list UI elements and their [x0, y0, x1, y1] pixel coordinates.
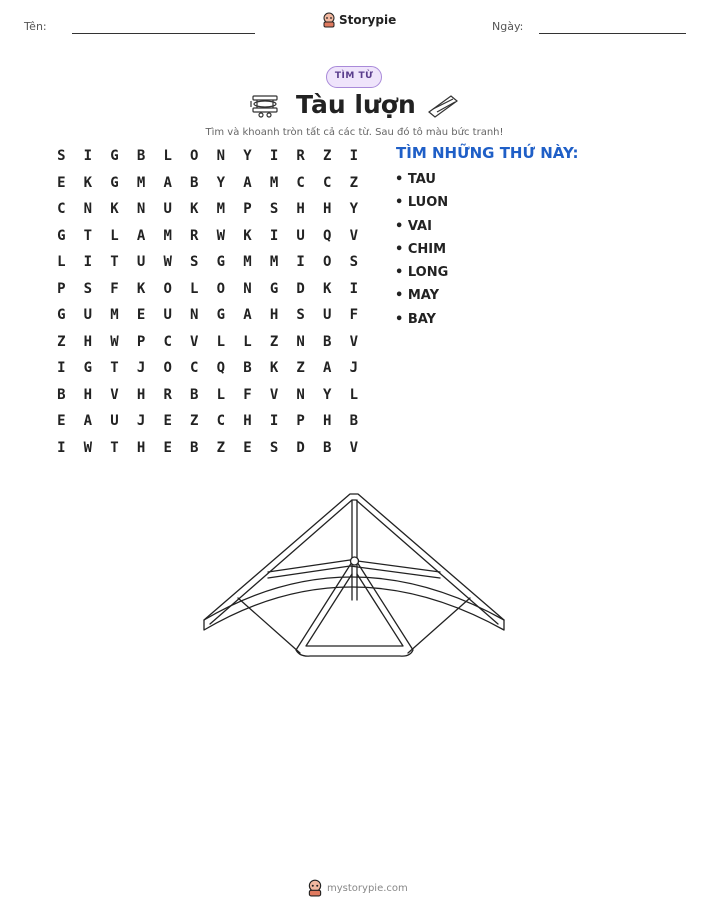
grid-cell[interactable]: J	[136, 413, 146, 429]
grid-row	[48, 332, 367, 359]
grid-cell[interactable]: Z	[269, 333, 279, 350]
grid-cell[interactable]: O	[216, 280, 226, 297]
grid-cell[interactable]: I	[83, 254, 93, 270]
grid-cell[interactable]: Z	[216, 439, 226, 456]
grid-cell[interactable]: I	[296, 254, 305, 270]
grid-cell[interactable]: S	[57, 148, 66, 164]
grid-cell[interactable]: S	[83, 280, 93, 297]
grid-cell[interactable]: I	[269, 148, 279, 164]
grid-cell[interactable]: U	[110, 413, 119, 429]
word-list-title: TÌM NHỮNG THỨ NÀY:	[396, 144, 579, 162]
grid-row	[48, 252, 367, 279]
grid-cell[interactable]: P	[57, 280, 66, 297]
grid-cell[interactable]: V	[349, 439, 359, 456]
grid-cell[interactable]: L	[110, 227, 119, 244]
grid-cell[interactable]: K	[269, 360, 279, 376]
grid-cell[interactable]: C	[296, 174, 305, 191]
glider-model-icon	[426, 92, 460, 120]
grid-cell[interactable]: M	[163, 227, 172, 244]
grid-cell[interactable]: K	[243, 227, 252, 244]
storypie-logo-icon	[307, 879, 323, 897]
worksheet-type-badge: TÌM TỪ	[326, 66, 382, 88]
grid-cell[interactable]: K	[110, 201, 119, 217]
grid-row	[48, 411, 367, 438]
grid-cell[interactable]: O	[323, 254, 332, 270]
grid-cell[interactable]: R	[296, 148, 305, 164]
grid-cell[interactable]: W	[216, 227, 226, 244]
grid-cell[interactable]: I	[57, 360, 66, 376]
grid-row	[48, 385, 367, 412]
grid-cell[interactable]: B	[190, 439, 199, 456]
grid-cell[interactable]: C	[57, 201, 66, 217]
grid-cell[interactable]: L	[216, 333, 226, 350]
instructions: Tìm và khoanh tròn tất cả các từ. Sau đó tô màu bức tranh!	[205, 127, 504, 138]
grid-cell[interactable]: N	[190, 307, 199, 323]
grid-cell[interactable]: H	[269, 307, 279, 323]
grid-cell[interactable]: M	[269, 254, 279, 270]
grid-cell[interactable]: V	[349, 227, 359, 244]
grid-cell[interactable]: B	[323, 333, 332, 350]
grid-cell[interactable]: U	[296, 227, 305, 244]
grid-cell[interactable]: N	[296, 386, 305, 403]
grid-cell[interactable]: P	[136, 333, 146, 350]
word-list-item: • VAI	[395, 218, 432, 234]
grid-cell[interactable]: T	[83, 227, 93, 244]
grid-cell[interactable]: S	[296, 307, 305, 323]
grid-cell[interactable]: Q	[216, 360, 226, 376]
date-line	[539, 33, 686, 34]
grid-cell[interactable]: R	[163, 386, 172, 403]
grid-cell[interactable]: G	[216, 307, 226, 323]
grid-cell[interactable]: H	[323, 201, 332, 217]
name-line	[72, 33, 255, 34]
grid-cell[interactable]: F	[349, 307, 359, 323]
biplane-icon	[248, 93, 282, 119]
grid-cell[interactable]: Y	[243, 148, 252, 164]
grid-cell[interactable]: H	[83, 386, 93, 403]
grid-cell[interactable]: T	[110, 360, 119, 376]
word-list-item: • BAY	[395, 311, 436, 327]
grid-cell[interactable]: B	[57, 386, 66, 403]
grid-cell[interactable]: N	[243, 280, 252, 297]
grid-cell[interactable]: B	[243, 360, 252, 376]
grid-cell[interactable]: K	[323, 280, 332, 297]
grid-cell[interactable]: I	[57, 439, 66, 456]
grid-cell[interactable]: O	[190, 148, 199, 164]
grid-cell[interactable]: V	[190, 333, 199, 350]
brand-name: Storypie	[339, 13, 397, 27]
grid-cell[interactable]: E	[136, 307, 146, 323]
grid-cell[interactable]: H	[136, 386, 146, 403]
footer	[307, 879, 408, 897]
grid-cell[interactable]: S	[190, 254, 199, 270]
grid-cell[interactable]: J	[349, 360, 359, 376]
grid-cell[interactable]: D	[296, 280, 305, 297]
grid-cell[interactable]: W	[110, 333, 119, 350]
grid-cell[interactable]: F	[243, 386, 252, 403]
grid-cell[interactable]: L	[216, 386, 226, 403]
grid-cell[interactable]: T	[110, 439, 119, 456]
grid-cell[interactable]: U	[136, 254, 146, 270]
page-title: Tàu lượn	[296, 90, 416, 119]
grid-cell[interactable]: A	[136, 227, 146, 244]
grid-cell[interactable]: H	[83, 333, 93, 350]
grid-cell[interactable]: O	[163, 280, 172, 297]
grid-cell[interactable]: G	[57, 307, 66, 323]
grid-cell[interactable]: M	[110, 307, 119, 323]
grid-cell[interactable]: U	[83, 307, 93, 323]
grid-cell[interactable]: L	[57, 254, 66, 270]
grid-cell[interactable]: A	[323, 360, 332, 376]
grid-cell[interactable]: Z	[190, 413, 199, 429]
grid-cell[interactable]: E	[243, 439, 252, 456]
grid-row	[48, 226, 367, 253]
grid-cell[interactable]: M	[269, 174, 279, 191]
grid-cell[interactable]: M	[136, 174, 146, 191]
word-list-item: • TAU	[395, 172, 436, 187]
grid-cell[interactable]: G	[269, 280, 279, 297]
grid-cell[interactable]: N	[216, 148, 226, 164]
grid-cell[interactable]: C	[190, 360, 199, 376]
grid-cell[interactable]: W	[163, 254, 172, 270]
grid-cell[interactable]: Y	[216, 174, 226, 191]
hang-glider-icon	[200, 490, 510, 665]
grid-cell[interactable]: Y	[323, 386, 332, 403]
grid-cell[interactable]: Z	[296, 360, 305, 376]
grid-cell[interactable]: W	[83, 439, 93, 456]
grid-cell[interactable]: C	[216, 413, 226, 429]
grid-cell[interactable]: H	[323, 413, 332, 429]
grid-cell[interactable]: V	[269, 386, 279, 403]
grid-cell[interactable]: G	[216, 254, 226, 270]
word-list-item: • LUON	[395, 195, 449, 211]
grid-cell[interactable]: L	[349, 386, 359, 403]
grid-cell[interactable]: Z	[323, 148, 332, 164]
grid-cell[interactable]: N	[296, 333, 305, 350]
grid-cell[interactable]: B	[190, 174, 199, 191]
grid-cell[interactable]: B	[190, 386, 199, 403]
grid-cell[interactable]: K	[136, 280, 146, 297]
grid-cell[interactable]: I	[83, 148, 93, 164]
grid-cell[interactable]: G	[110, 148, 119, 164]
grid-cell[interactable]: M	[243, 254, 252, 270]
grid-cell[interactable]: A	[243, 307, 252, 323]
grid-cell[interactable]: S	[269, 439, 279, 456]
date-label: Ngày:	[492, 20, 524, 33]
grid-cell[interactable]: K	[190, 201, 199, 217]
grid-cell[interactable]: N	[83, 201, 93, 217]
grid-cell[interactable]: S	[349, 254, 359, 270]
grid-cell[interactable]: N	[136, 201, 146, 217]
grid-cell[interactable]: U	[323, 307, 332, 323]
grid-cell[interactable]: C	[163, 333, 172, 350]
grid-cell[interactable]: L	[243, 333, 252, 350]
grid-cell[interactable]: E	[163, 439, 172, 456]
grid-cell[interactable]: A	[243, 174, 252, 191]
grid-cell[interactable]: Q	[323, 227, 332, 244]
grid-cell[interactable]: L	[163, 148, 172, 164]
grid-cell[interactable]: K	[83, 174, 93, 191]
grid-cell[interactable]: A	[163, 174, 172, 191]
grid-row	[48, 279, 367, 306]
footer-url[interactable]: mystorypie.com	[327, 882, 408, 894]
grid-cell[interactable]: T	[110, 254, 119, 270]
grid-cell[interactable]: G	[57, 227, 66, 244]
brand	[322, 12, 396, 28]
grid-cell[interactable]: I	[349, 148, 359, 164]
grid-cell[interactable]: H	[136, 439, 146, 456]
grid-cell[interactable]: A	[83, 413, 93, 429]
word-search-grid	[48, 146, 367, 464]
grid-cell[interactable]: I	[269, 413, 279, 429]
grid-cell[interactable]: B	[136, 148, 146, 164]
grid-cell[interactable]: V	[349, 333, 359, 350]
grid-cell[interactable]: F	[110, 280, 119, 297]
grid-cell[interactable]: C	[323, 174, 332, 191]
grid-row	[48, 173, 367, 200]
word-list-item: • MAY	[395, 288, 440, 304]
grid-cell[interactable]: D	[296, 439, 305, 456]
grid-row	[48, 305, 367, 332]
grid-cell[interactable]: B	[323, 439, 332, 456]
grid-cell[interactable]: E	[57, 174, 66, 191]
grid-cell[interactable]: R	[190, 227, 199, 244]
grid-cell[interactable]: G	[83, 360, 93, 376]
grid-cell[interactable]: I	[269, 227, 279, 244]
grid-cell[interactable]: U	[163, 201, 172, 217]
grid-cell[interactable]: H	[296, 201, 305, 217]
grid-cell[interactable]: I	[349, 280, 359, 297]
storypie-logo-icon	[322, 12, 336, 28]
grid-cell[interactable]: G	[110, 174, 119, 191]
grid-cell[interactable]: E	[57, 413, 66, 429]
grid-cell[interactable]: Z	[349, 174, 359, 191]
grid-row	[48, 199, 367, 226]
grid-cell[interactable]: H	[243, 413, 252, 429]
grid-cell[interactable]: E	[163, 413, 172, 429]
grid-cell[interactable]: Z	[57, 333, 66, 350]
word-list-item: • CHIM	[395, 241, 447, 257]
grid-row	[48, 438, 367, 465]
grid-row	[48, 146, 367, 173]
word-list	[395, 170, 448, 333]
grid-cell[interactable]: P	[296, 413, 305, 429]
grid-cell[interactable]: J	[136, 360, 146, 376]
grid-cell[interactable]: Y	[349, 201, 359, 217]
grid-cell[interactable]: L	[190, 280, 199, 297]
grid-cell[interactable]: M	[216, 201, 226, 217]
grid-row	[48, 358, 367, 385]
grid-cell[interactable]: P	[243, 201, 252, 217]
grid-cell[interactable]: O	[163, 360, 172, 376]
word-list-item: • LONG	[395, 265, 449, 281]
grid-cell[interactable]: B	[349, 413, 359, 429]
grid-cell[interactable]: V	[110, 386, 119, 403]
grid-cell[interactable]: S	[269, 201, 279, 217]
grid-cell[interactable]: U	[163, 307, 172, 323]
name-label: Tên:	[24, 20, 47, 33]
